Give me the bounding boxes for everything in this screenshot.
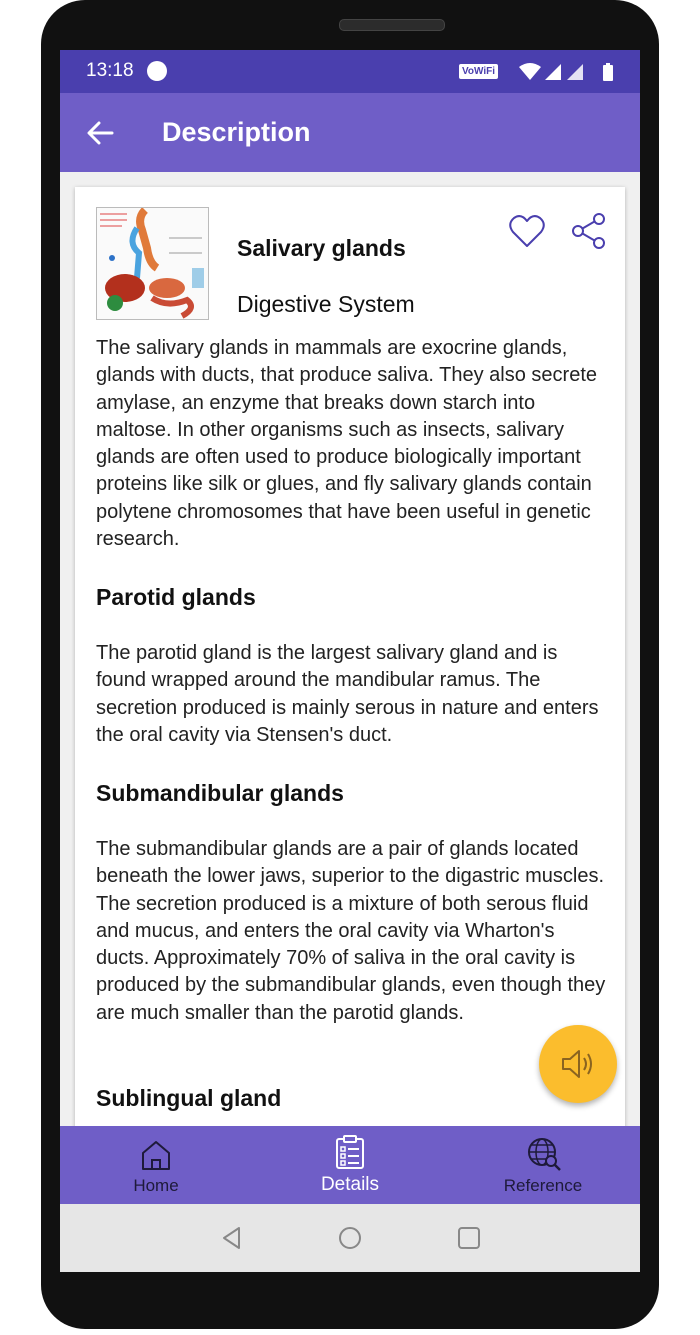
favorite-heart-icon[interactable] xyxy=(507,212,547,252)
nav-item-details[interactable] xyxy=(290,1126,410,1204)
app-bar xyxy=(60,93,640,172)
home-icon xyxy=(139,1138,173,1172)
system-navigation-bar xyxy=(60,1204,640,1272)
screen xyxy=(60,50,640,1272)
nav-label-details: Details xyxy=(320,1174,380,1195)
signal-icon xyxy=(545,64,561,80)
bottom-navigation xyxy=(60,1126,640,1204)
phone-speaker xyxy=(339,19,445,31)
item-title: Salivary glands xyxy=(237,235,406,261)
section-heading: Sublingual gland xyxy=(96,1085,282,1111)
share-icon[interactable] xyxy=(569,211,609,251)
status-bar xyxy=(60,50,640,93)
section-heading: Submandibular glands xyxy=(96,780,344,806)
digestive-system-thumbnail[interactable] xyxy=(96,207,209,320)
section-heading: Parotid glands xyxy=(96,584,256,610)
page-title: Description xyxy=(162,117,311,147)
battery-icon xyxy=(603,65,613,81)
vowifi-badge: VoWiFi xyxy=(459,64,498,79)
signal-2-icon xyxy=(567,64,583,80)
nav-item-home[interactable] xyxy=(96,1126,216,1204)
globe-search-icon xyxy=(526,1136,562,1172)
system-back-icon[interactable] xyxy=(219,1225,245,1251)
system-recents-icon[interactable] xyxy=(456,1225,482,1251)
speaker-icon xyxy=(559,1045,597,1083)
nav-item-reference[interactable] xyxy=(483,1126,603,1204)
nav-label-reference: Reference xyxy=(503,1176,583,1195)
clipboard-icon xyxy=(333,1134,367,1170)
section-text: The submandibular glands are a pair of glands located beneath the lower jaws, superior to the digastric muscles. The secretion produced is a mixture of both serous fluid and mucus, and enters the oral cavity via Wharton's ducts. Approximately 70% of saliva in the oral cavity is produced by the submandibular glands, even though they are much smaller than the parotid glands. xyxy=(96,838,606,1024)
system-home-icon[interactable] xyxy=(337,1225,363,1251)
wifi-icon xyxy=(519,63,541,80)
back-arrow-icon[interactable] xyxy=(84,117,116,149)
item-category: Digestive System xyxy=(237,291,415,317)
intro-text: The salivary glands in mammals are exocrine glands, glands with ducts, that produce saliva. They also secrete amylase, an enzyme that breaks down starch into maltose. In other organisms such as insects, salivary glands are often used to produce biologically important proteins like silk or glues, and fly salivary glands contain polytene chromosomes that have been useful in genetic research. xyxy=(96,337,598,551)
read-aloud-button[interactable] xyxy=(539,1025,617,1103)
signal-battery-icons xyxy=(517,60,627,84)
nav-label-home: Home xyxy=(133,1176,179,1195)
detail-card xyxy=(75,187,625,1187)
section-text: The parotid gland is the largest salivary gland and is found wrapped around the mandibular ramus. The secretion produced is mainly serous in nature and enters the oral cavity via Stensen's duct. xyxy=(96,642,599,746)
notification-dot-icon xyxy=(147,61,167,81)
digestive-diagram-image xyxy=(97,208,208,319)
status-time: 13:18 xyxy=(86,60,134,81)
